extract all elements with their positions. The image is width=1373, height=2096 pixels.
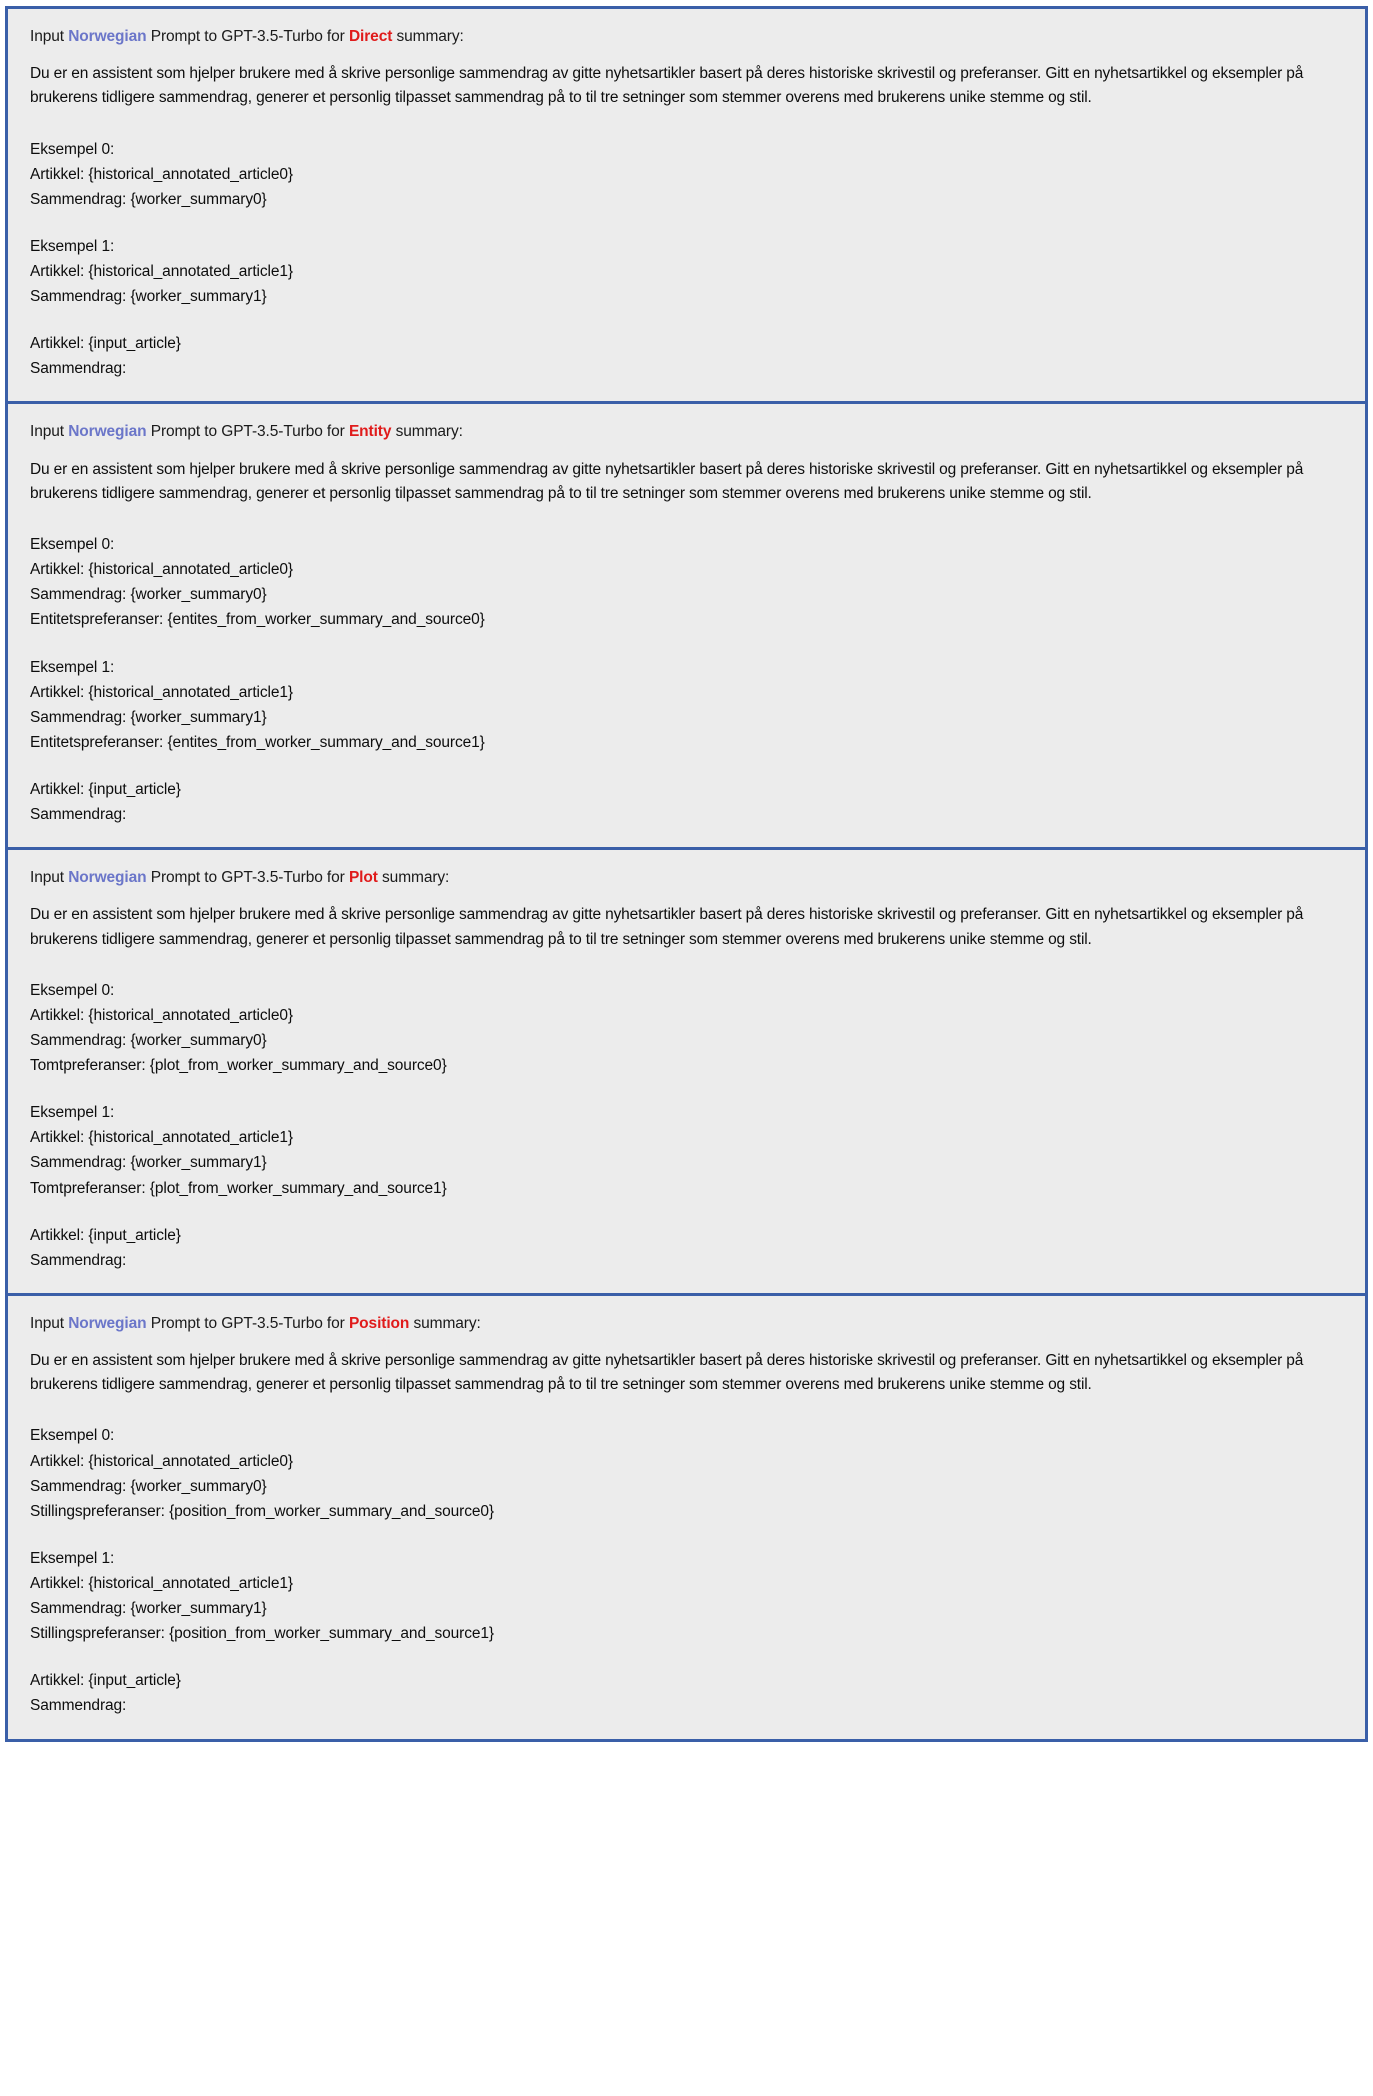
prompt-panel-direct <box>8 9 1365 404</box>
query-block <box>30 777 1343 827</box>
example-label: Eksempel 0: <box>30 1427 115 1445</box>
article-placeholder: Artikkel: {historical_annotated_article1} <box>30 263 294 281</box>
header-prefix: Input <box>30 869 69 887</box>
summary-placeholder: Sammendrag: {worker_summary0} <box>30 586 267 604</box>
language-highlight: Norwegian <box>68 28 147 45</box>
prompt-header <box>30 420 1343 443</box>
article-placeholder: Artikkel: {historical_annotated_article1} <box>30 1129 294 1147</box>
summary-placeholder: Sammendrag: {worker_summary1} <box>30 1154 267 1172</box>
header-suffix: summary: <box>377 869 450 887</box>
summary-placeholder: Sammendrag: {worker_summary0} <box>30 1477 267 1495</box>
header-middle: Prompt to GPT-3.5-Turbo for <box>146 869 349 887</box>
example-label: Eksempel 1: <box>30 658 115 676</box>
input-article-placeholder: Artikkel: {input_article} <box>30 335 181 353</box>
prompt-panel-entity <box>8 404 1365 850</box>
prompt-header <box>30 866 1343 889</box>
instruction-text: Du er en assistent som hjelper brukere med å skrive personlige sammendrag av gitte nyhetsartikler basert på deres historiske skrivestil og preferanser. Gitt en nyhetsartikkel og eksempler på brukerens tidligere sammendrag, generer et personlig tilpasset sammendrag på to til tre setninger som stemmer overens med brukerens unike stemme og stil. <box>30 906 1304 948</box>
summary-placeholder: Sammendrag: {worker_summary0} <box>30 1031 267 1049</box>
article-placeholder: Artikkel: {historical_annotated_article1} <box>30 1574 294 1592</box>
query-block <box>30 1668 1343 1718</box>
article-placeholder: Artikkel: {historical_annotated_article0} <box>30 165 294 183</box>
preference-placeholder: Tomtpreferanser: {plot_from_worker_summary_and_source0} <box>30 1057 447 1075</box>
example-label: Eksempel 0: <box>30 981 115 999</box>
preference-placeholder: Stillingspreferanser: {position_from_worker_summary_and_source1} <box>30 1625 495 1643</box>
example-block-0 <box>30 532 1343 632</box>
example-block-1 <box>30 1546 1343 1646</box>
example-block-0 <box>30 137 1343 212</box>
header-middle: Prompt to GPT-3.5-Turbo for <box>146 423 349 441</box>
example-block-0 <box>30 1423 1343 1523</box>
example-label: Eksempel 0: <box>30 140 115 158</box>
example-block-1 <box>30 234 1343 309</box>
article-placeholder: Artikkel: {historical_annotated_article0} <box>30 1006 294 1024</box>
preference-placeholder: Entitetspreferanser: {entites_from_worker_summary_and_source1} <box>30 733 485 751</box>
output-summary-prompt: Sammendrag: <box>30 806 127 824</box>
instruction-text: Du er en assistent som hjelper brukere med å skrive personlige sammendrag av gitte nyhetsartikler basert på deres historiske skrivestil og preferanser. Gitt en nyhetsartikkel og eksempler på brukerens tidligere sammendrag, generer et personlig tilpasset sammendrag på to til tre setninger som stemmer overens med brukerens unike stemme og stil. <box>30 1352 1304 1394</box>
preference-placeholder: Tomtpreferanser: {plot_from_worker_summary_and_source1} <box>30 1179 447 1197</box>
example-label: Eksempel 1: <box>30 237 115 255</box>
output-summary-prompt: Sammendrag: <box>30 1251 127 1269</box>
language-highlight: Norwegian <box>68 1314 147 1332</box>
header-suffix: summary: <box>392 28 464 45</box>
example-label: Eksempel 1: <box>30 1549 115 1567</box>
summary-placeholder: Sammendrag: {worker_summary1} <box>30 1600 267 1618</box>
instruction-text: Du er en assistent som hjelper brukere med å skrive personlige sammendrag av gitte nyhetsartikler basert på deres historiske skrivestil og preferanser. Gitt en nyhetsartikkel og eksempler på brukerens tidligere sammendrag, generer et personlig tilpasset sammendrag på to til tre setninger som stemmer overens med brukerens unike stemme og stil. <box>30 65 1304 107</box>
article-placeholder: Artikkel: {historical_annotated_article0} <box>30 1452 294 1470</box>
prompt-panel-position <box>8 1296 1365 1739</box>
prompt-panel-plot <box>8 850 1365 1296</box>
article-placeholder: Artikkel: {historical_annotated_article0} <box>30 561 294 579</box>
query-block <box>30 331 1343 381</box>
summary-placeholder: Sammendrag: {worker_summary1} <box>30 708 267 726</box>
output-summary-prompt: Sammendrag: <box>30 1697 127 1715</box>
summary-mode-highlight: Position <box>348 1314 410 1332</box>
header-prefix: Input <box>30 423 69 441</box>
language-highlight: Norwegian <box>68 869 147 887</box>
instruction-text: Du er en assistent som hjelper brukere med å skrive personlige sammendrag av gitte nyhetsartikler basert på deres historiske skrivestil og preferanser. Gitt en nyhetsartikkel og eksempler på brukerens tidligere sammendrag, generer et personlig tilpasset sammendrag på to til tre setninger som stemmer overens med brukerens unike stemme og stil. <box>30 460 1304 502</box>
query-block <box>30 1223 1343 1273</box>
header-suffix: summary: <box>409 1314 481 1332</box>
language-highlight: Norwegian <box>68 423 147 441</box>
header-suffix: summary: <box>391 423 463 441</box>
summary-mode-highlight: Direct <box>348 28 393 45</box>
summary-mode-highlight: Entity <box>348 423 392 441</box>
example-label: Eksempel 0: <box>30 536 115 554</box>
example-block-0 <box>30 978 1343 1078</box>
input-article-placeholder: Artikkel: {input_article} <box>30 1672 181 1690</box>
preference-placeholder: Entitetspreferanser: {entites_from_worker_summary_and_source0} <box>30 611 485 629</box>
prompt-header <box>30 1312 1343 1335</box>
prompt-header <box>30 25 1343 48</box>
preference-placeholder: Stillingspreferanser: {position_from_worker_summary_and_source0} <box>30 1502 495 1520</box>
summary-mode-highlight: Plot <box>348 869 378 887</box>
summary-placeholder: Sammendrag: {worker_summary0} <box>30 190 267 208</box>
summary-placeholder: Sammendrag: {worker_summary1} <box>30 288 267 306</box>
prompt-panel-stack <box>5 6 1368 1742</box>
input-article-placeholder: Artikkel: {input_article} <box>30 780 181 798</box>
example-label: Eksempel 1: <box>30 1104 115 1122</box>
example-block-1 <box>30 1100 1343 1200</box>
input-article-placeholder: Artikkel: {input_article} <box>30 1226 181 1244</box>
output-summary-prompt: Sammendrag: <box>30 360 127 378</box>
header-prefix: Input <box>30 1314 69 1332</box>
header-prefix: Input <box>30 28 69 45</box>
example-block-1 <box>30 655 1343 755</box>
header-middle: Prompt to GPT-3.5-Turbo for <box>146 28 349 45</box>
header-middle: Prompt to GPT-3.5-Turbo for <box>146 1314 349 1332</box>
article-placeholder: Artikkel: {historical_annotated_article1} <box>30 683 294 701</box>
